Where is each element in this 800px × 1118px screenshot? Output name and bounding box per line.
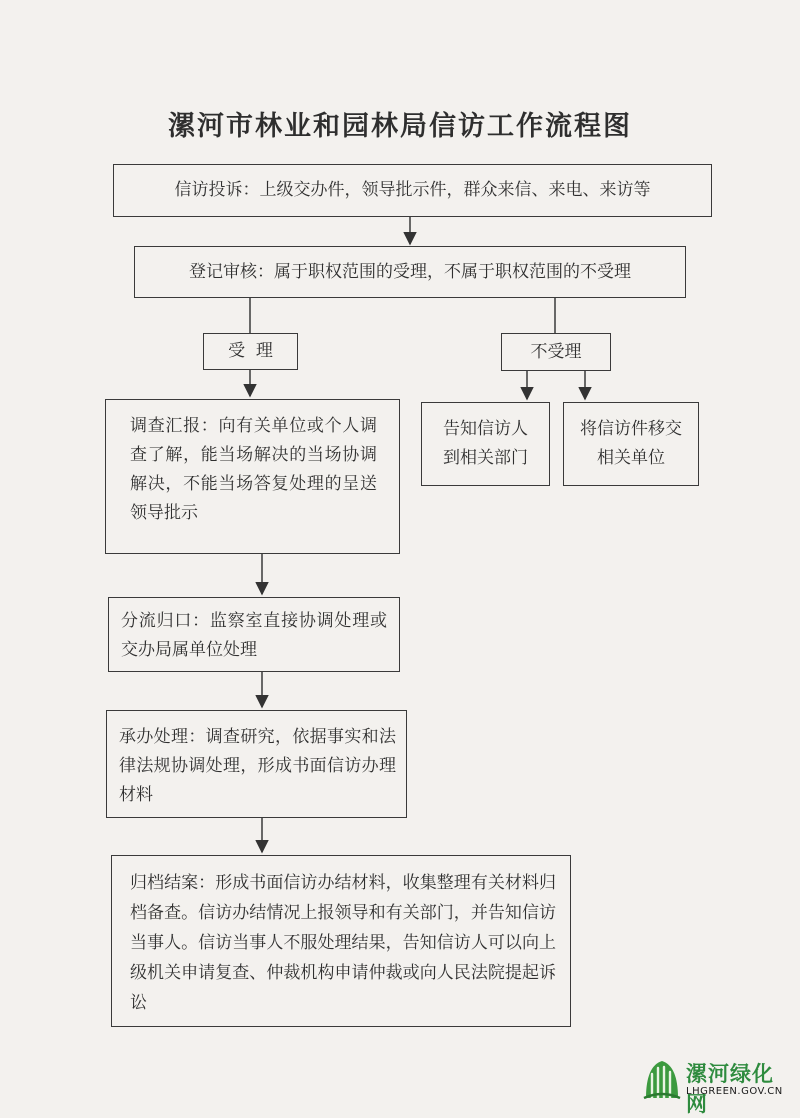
- intake-text: 信访投诉：上级交办件，领导批示件，群众来信、来电、来访等: [174, 180, 651, 200]
- accept-text: 受 理: [228, 341, 273, 361]
- watermark-name: 漯河绿化网: [686, 1062, 774, 1116]
- archive-text: 归档结案：形成书面信访办结材料，收集整理有关材料归档备查。信访办结情况上报领导和有关部门，并告知信访当事人。信访当事人不服处理结果，告知信访人可以向上级机关申请复查、仲裁机构申请仲裁或向人民法院提起诉讼: [130, 873, 556, 1013]
- handle-text: 承办处理：调查研究，依据事实和法律法规协调处理，形成书面信访办理材料: [119, 727, 396, 805]
- watermark-domain: LHGREEN.GOV.CN: [686, 1086, 783, 1097]
- tree-logo-icon: [642, 1058, 682, 1102]
- register-box: [134, 246, 686, 298]
- notify-text: 告知信访人到相关部门: [443, 419, 528, 468]
- reject-box: [501, 333, 611, 371]
- notify-box: [421, 402, 550, 486]
- reject-text: 不受理: [530, 341, 582, 362]
- distribute-text: 分流归口：监察室直接协调处理或交办局属单位处理: [121, 611, 387, 660]
- page-title: 漯河市林业和园林局信访工作流程图: [168, 111, 632, 142]
- site-watermark: [642, 1056, 792, 1116]
- archive-box: [111, 855, 571, 1027]
- intake-box: [113, 164, 712, 217]
- investigate-box: [105, 399, 400, 554]
- transfer-text: 将信访件移交相关单位: [580, 419, 682, 468]
- handle-box: [106, 710, 407, 818]
- investigate-text: 调查汇报：向有关单位或个人调查了解，能当场解决的当场协调解决，不能当场答复处理的呈送领导批示: [130, 416, 377, 523]
- register-text: 登记审核：属于职权范围的受理，不属于职权范围的不受理: [189, 261, 631, 282]
- distribute-box: [108, 597, 400, 672]
- transfer-box: [563, 402, 699, 486]
- accept-box: [203, 333, 298, 370]
